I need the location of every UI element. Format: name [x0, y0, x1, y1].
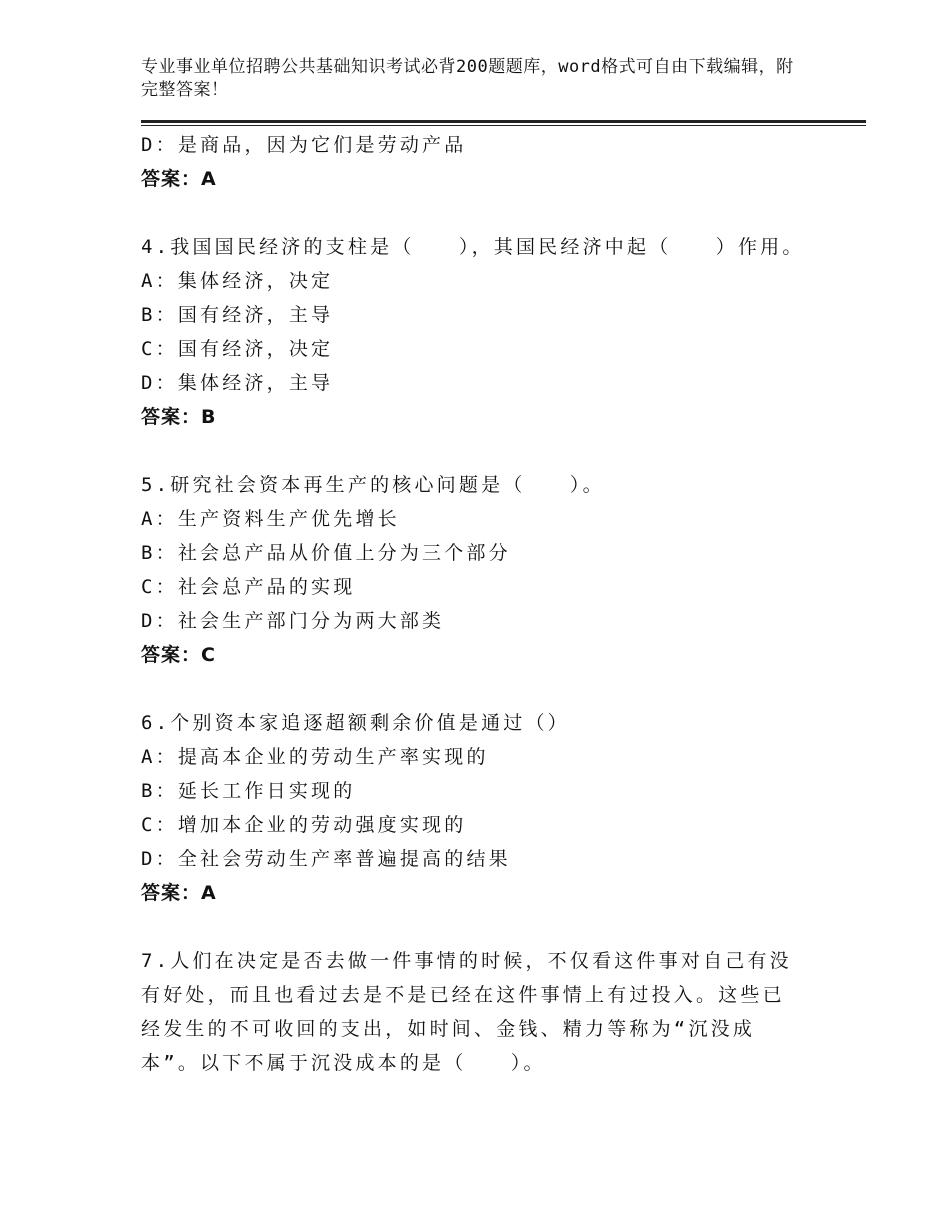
q4-option-a: A：集体经济，决定: [141, 270, 334, 292]
prev-option-d: D：是商品，因为它们是劳动产品: [141, 134, 467, 156]
spacer: [141, 910, 821, 944]
q4-option-d: D：集体经济，主导: [141, 372, 334, 394]
q5-option-c: C：社会总产品的实现: [141, 576, 356, 598]
q4-option-c: C：国有经济，决定: [141, 338, 334, 360]
spacer: [141, 196, 821, 230]
q6-answer: 答案：A: [141, 882, 217, 904]
q4-question: 4.我国国民经济的支柱是（ ），其国民经济中起（ ）作用。: [141, 236, 805, 258]
prev-answer: 答案：A: [141, 168, 217, 190]
q6-option-a: A：提高本企业的劳动生产率实现的: [141, 746, 489, 768]
q6-option-d: D：全社会劳动生产率普遍提高的结果: [141, 848, 511, 870]
q5-option-b: B：社会总产品从价值上分为三个部分: [141, 542, 511, 564]
q5-question: 5.研究社会资本再生产的核心问题是（ ）。: [141, 474, 605, 496]
spacer: [141, 434, 821, 468]
question-content: [141, 128, 821, 1080]
q7-question: 7.人们在决定是否去做一件事情的时候，不仅看这件事对自己有没有好处，而且也看过去是不是已经在这件事情上有过投入。这些已经发生的不可收回的支出，如时间、金钱、精力等称为“沉没成本”。以下不属于沉没成本的是（ ）。: [141, 950, 792, 1074]
q5-option-a: A：生产资料生产优先增长: [141, 508, 400, 530]
header-rule-thin: [141, 125, 866, 126]
q6-option-b: B：延长工作日实现的: [141, 780, 356, 802]
page-header: 专业事业单位招聘公共基础知识考试必背200题题库，word格式可自由下载编辑，附完整答案！: [141, 57, 794, 100]
q6-option-c: C：增加本企业的劳动强度实现的: [141, 814, 467, 836]
q5-answer: 答案：C: [141, 644, 216, 666]
spacer: [141, 672, 821, 706]
q5-option-d: D：社会生产部门分为两大部类: [141, 610, 445, 632]
q4-answer: 答案：B: [141, 406, 217, 428]
q4-option-b: B：国有经济，主导: [141, 304, 334, 326]
q6-question: 6.个别资本家追逐超额剩余价值是通过（）: [141, 712, 570, 734]
header-rule-thick: [141, 120, 866, 123]
